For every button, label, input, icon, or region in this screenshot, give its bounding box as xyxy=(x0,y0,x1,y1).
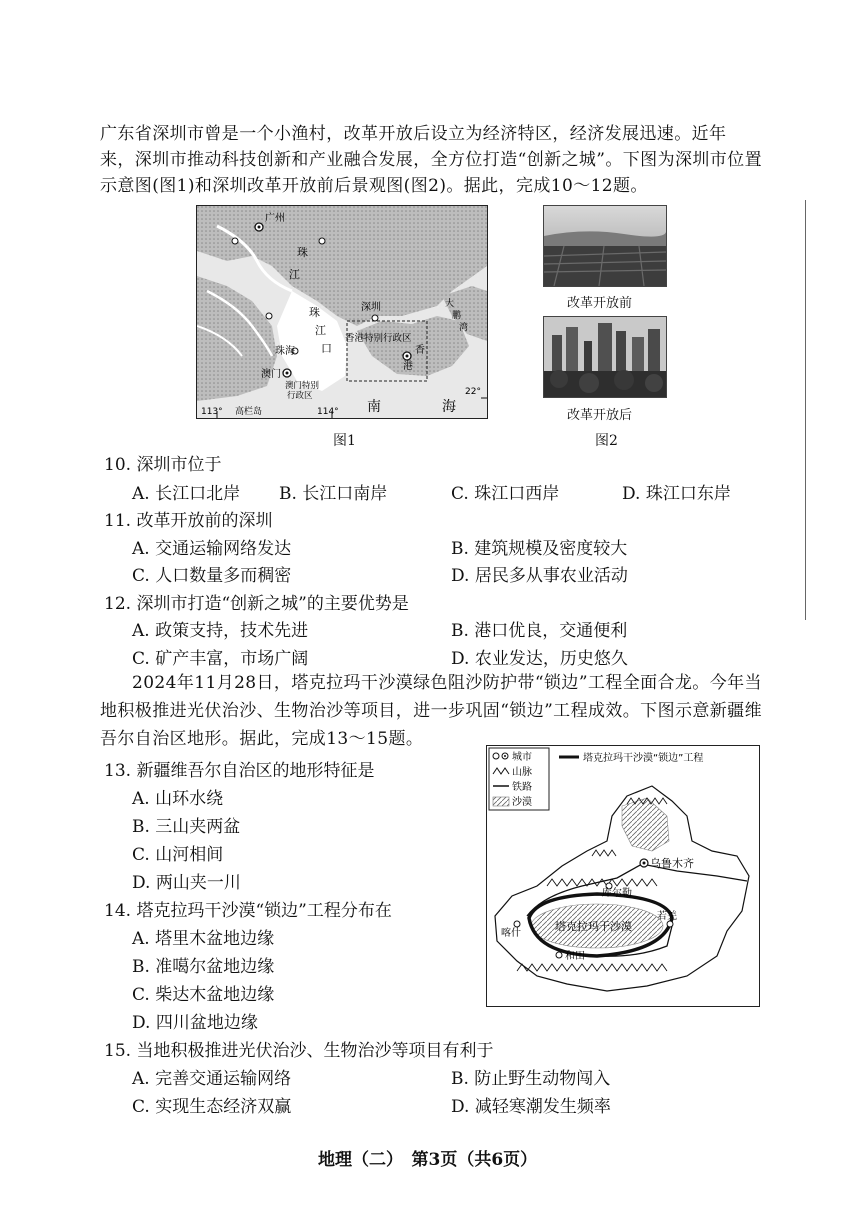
figure-2-caption: 图2 xyxy=(595,433,618,449)
city-shenzhen xyxy=(372,315,378,321)
caption-before-reform: 改革开放前 xyxy=(567,296,633,311)
intro-line-1: 广东省深圳市曾是一个小渔村，改革开放后设立为经济特区，经济发展迅速。近年 xyxy=(100,124,727,144)
svg-text:珠: 珠 xyxy=(309,306,320,319)
svg-text:珠: 珠 xyxy=(297,246,308,259)
q11-option-a[interactable]: A. 交通运输网络发达 xyxy=(132,539,292,559)
svg-text:大: 大 xyxy=(445,299,455,309)
intro2-line-3: 吾尔自治区地形。据此，完成13～15题。 xyxy=(100,729,424,749)
svg-text:口: 口 xyxy=(321,342,332,355)
figure-1-map xyxy=(196,205,488,419)
q12-option-d[interactable]: D. 农业发达，历史悠久 xyxy=(451,649,628,669)
photo-after-reform xyxy=(543,316,667,398)
city-hetian xyxy=(556,952,562,958)
page-footer: 地理（二） 第3页（共6页） xyxy=(318,1150,538,1170)
q10-option-a[interactable]: A. 长江口北岸 xyxy=(132,484,241,504)
city-kashgar xyxy=(514,921,520,927)
q10-option-c[interactable]: C. 珠江口西岸 xyxy=(451,484,560,504)
question-13: 13. 新疆维吾尔自治区的地形特征是 xyxy=(104,761,375,781)
q15-option-b[interactable]: B. 防止野生动物闯入 xyxy=(451,1069,611,1089)
svg-text:湾: 湾 xyxy=(459,323,469,333)
question-11: 11. 改革开放前的深圳 xyxy=(104,511,273,531)
q11-option-c[interactable]: C. 人口数量多而稠密 xyxy=(132,566,292,586)
svg-text:南: 南 xyxy=(367,399,381,415)
question-14: 14. 塔克拉玛干沙漠“锁边”工程分布在 xyxy=(104,901,392,921)
svg-text:114°: 114° xyxy=(317,407,339,417)
label-zhuhai: 珠海 xyxy=(275,346,295,357)
label-hetian: 和田 xyxy=(565,951,585,962)
q11-option-d[interactable]: D. 居民多从事农业活动 xyxy=(451,566,628,586)
q15-option-d[interactable]: D. 减轻寒潮发生频率 xyxy=(451,1097,611,1117)
xinjiang-map-graphic xyxy=(487,746,759,1006)
svg-text:江: 江 xyxy=(289,268,300,281)
svg-text:香: 香 xyxy=(415,345,425,356)
q13-option-d[interactable]: D. 两山夹一川 xyxy=(132,873,241,893)
label-urumqi: 乌鲁木齐 xyxy=(650,857,694,870)
q14-option-a[interactable]: A. 塔里木盆地边缘 xyxy=(132,929,275,949)
svg-text:22°: 22° xyxy=(465,387,481,397)
intro-line-2: 来，深圳市推动科技创新和产业融合发展，全方位打造“创新之城”。下图为深圳市位置 xyxy=(100,150,762,170)
label-kashgar: 喀什 xyxy=(501,928,521,939)
label-korla: 库尔勒 xyxy=(602,888,632,899)
caption-after-reform: 改革开放后 xyxy=(567,408,633,423)
q15-option-a[interactable]: A. 完善交通运输网络 xyxy=(132,1069,292,1089)
q10-option-b[interactable]: B. 长江口南岸 xyxy=(279,484,388,504)
figure-1-caption: 图1 xyxy=(333,433,356,449)
label-hongkong-sar: 香港特别行政区 xyxy=(345,333,412,344)
label-shenzhen: 深圳 xyxy=(361,302,381,313)
q15-option-c[interactable]: C. 实现生态经济双赢 xyxy=(132,1097,292,1117)
legend-mountain: 山脉 xyxy=(512,767,532,778)
label-gaolan: 高栏岛 xyxy=(235,407,263,417)
svg-text:行政区: 行政区 xyxy=(287,391,313,401)
svg-text:海: 海 xyxy=(442,399,456,415)
q12-option-b[interactable]: B. 港口优良，交通便利 xyxy=(451,621,628,641)
legend-project: 塔克拉玛干沙漠“锁边”工程 xyxy=(583,753,704,764)
svg-text:鹏: 鹏 xyxy=(452,311,462,321)
question-10: 10. 深圳市位于 xyxy=(104,455,222,475)
q13-option-a[interactable]: A. 山环水绕 xyxy=(132,789,224,809)
q10-option-d[interactable]: D. 珠江口东岸 xyxy=(622,484,731,504)
label-ruoqiang: 若羌 xyxy=(657,911,677,922)
q12-option-a[interactable]: A. 政策支持，技术先进 xyxy=(132,621,309,641)
question-15: 15. 当地积极推进光伏治沙、生物治沙等项目有利于 xyxy=(104,1041,494,1061)
svg-text:港: 港 xyxy=(403,361,413,372)
legend-desert: 沙漠 xyxy=(512,797,532,808)
intro2-line-1: 2024年11月28日，塔克拉玛干沙漠绿色阻沙防护带“锁边”工程全面合龙。今年当 xyxy=(132,673,762,693)
legend-city: 城市 xyxy=(512,752,532,763)
q14-option-b[interactable]: B. 准噶尔盆地边缘 xyxy=(132,957,275,977)
q13-option-c[interactable]: C. 山河相间 xyxy=(132,845,224,865)
svg-text:澳门特别: 澳门特别 xyxy=(285,381,320,391)
page-edge-line xyxy=(805,200,806,620)
legend-railway: 铁路 xyxy=(512,782,532,793)
label-guangzhou: 广州 xyxy=(265,213,285,224)
xinjiang-map xyxy=(486,745,760,1007)
q14-option-c[interactable]: C. 柴达木盆地边缘 xyxy=(132,985,275,1005)
q11-option-b[interactable]: B. 建筑规模及密度较大 xyxy=(451,539,628,559)
q14-option-d[interactable]: D. 四川盆地边缘 xyxy=(132,1013,258,1033)
q12-option-c[interactable]: C. 矿产丰富，市场广阔 xyxy=(132,649,309,669)
q13-option-b[interactable]: B. 三山夹两盆 xyxy=(132,817,241,837)
svg-text:113°: 113° xyxy=(201,407,223,417)
label-taklamakan: 塔克拉玛干沙漠 xyxy=(555,920,632,933)
label-macau: 澳门 xyxy=(261,369,281,380)
question-12: 12. 深圳市打造“创新之城”的主要优势是 xyxy=(104,594,409,614)
intro2-line-2: 地积极推进光伏治沙、生物治沙等项目，进一步巩固“锁边”工程成效。下图示意新疆维 xyxy=(100,701,762,721)
photo-before-reform xyxy=(543,205,667,287)
shenzhen-map-graphic xyxy=(197,206,487,418)
intro-line-3: 示意图(图1)和深圳改革开放前后景观图(图2)。据此，完成10～12题。 xyxy=(100,176,648,196)
svg-text:江: 江 xyxy=(315,324,326,337)
